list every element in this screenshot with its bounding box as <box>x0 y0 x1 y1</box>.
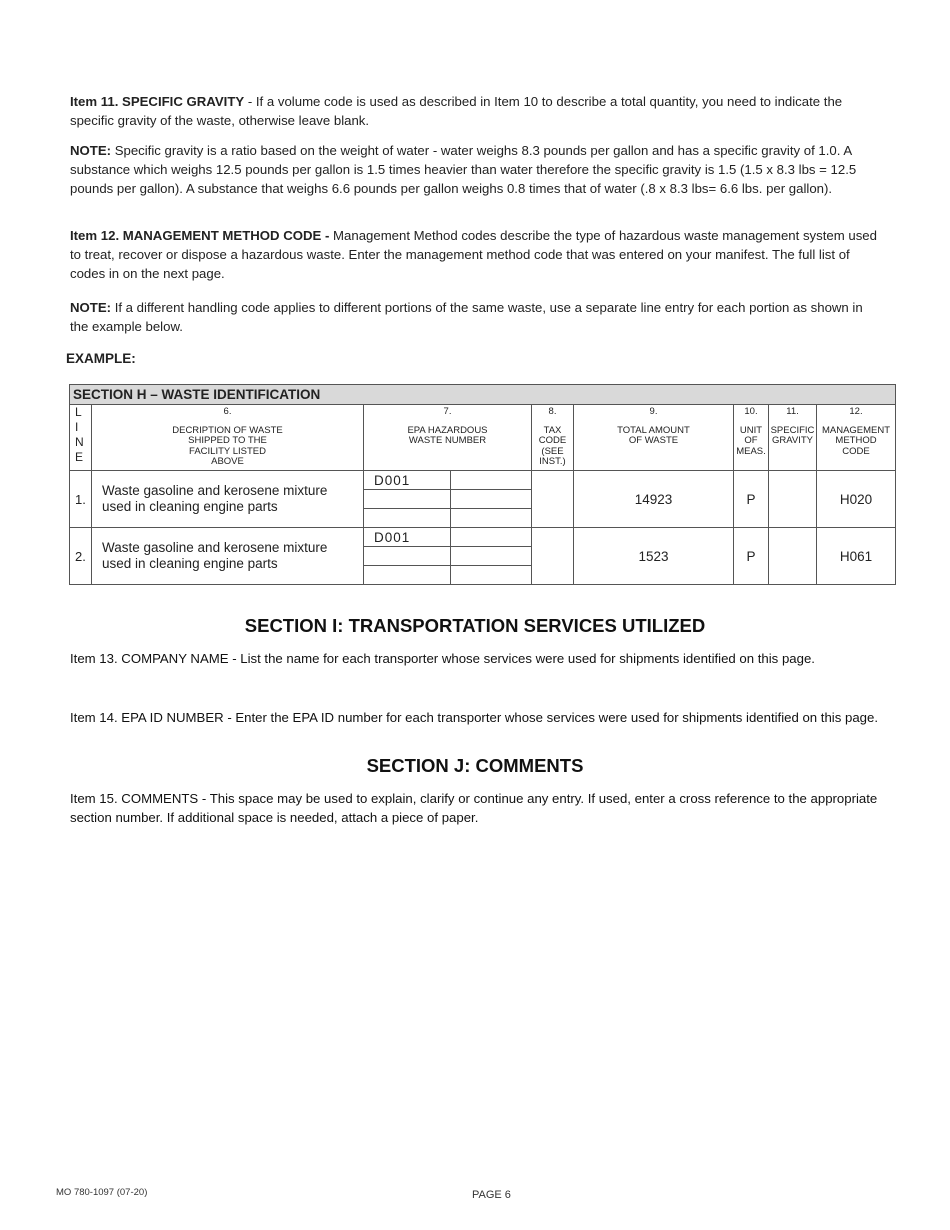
row-unit[interactable]: P <box>734 528 769 585</box>
col-12-num: 12. <box>849 406 863 417</box>
row-tax-code[interactable] <box>532 528 574 585</box>
row-total-amount[interactable]: 14923 <box>574 471 734 528</box>
line-letters: L I N E <box>75 405 84 464</box>
section-h-title: SECTION H – WASTE IDENTIFICATION <box>70 385 896 405</box>
epa-code-empty[interactable] <box>451 471 532 490</box>
row-description-text: Waste gasoline and kerosene mixture used in cleaning engine parts <box>102 483 328 514</box>
line-header <box>70 405 92 471</box>
note2-paragraph <box>70 298 882 336</box>
epa-code-empty[interactable] <box>451 490 532 509</box>
row-line-number: 1. <box>70 471 92 528</box>
note2-text: If a different handling code applies to different portions of the same waste, use a separate line entry for each portion as shown in the example below. <box>70 300 863 334</box>
row-line-number: 2. <box>70 528 92 585</box>
col-epa-header <box>364 405 532 471</box>
item13-paragraph: Item 13. COMPANY NAME - List the name for each transporter whose services were used for shipments identified on this page. <box>70 651 815 666</box>
form-id: MO 780-1097 (07-20) <box>56 1187 148 1198</box>
epa-code[interactable]: D001 <box>364 471 451 490</box>
col-10-label: UNIT OF MEAS. <box>736 424 766 457</box>
col-amount-header <box>574 405 734 471</box>
col-6-label: DECRIPTION OF WASTE SHIPPED TO THE FACILITY LISTED ABOVE <box>172 424 283 467</box>
table-row <box>70 471 896 528</box>
row-specific-gravity[interactable] <box>769 528 817 585</box>
item11-paragraph <box>70 92 882 130</box>
epa-code[interactable]: D001 <box>364 528 451 547</box>
table-row <box>70 528 896 585</box>
row-epa-numbers[interactable] <box>364 528 532 585</box>
item12-paragraph <box>70 226 882 283</box>
col-7-label: EPA HAZARDOUS WASTE NUMBER <box>407 424 488 446</box>
section-i-title: SECTION I: TRANSPORTATION SERVICES UTILIZED <box>244 615 706 636</box>
item12-heading: Item 12. MANAGEMENT METHOD CODE - <box>70 228 330 243</box>
col-11-num: 11. <box>786 406 799 417</box>
epa-code-empty[interactable] <box>364 547 451 566</box>
row-unit[interactable]: P <box>734 471 769 528</box>
col-8-label: TAX CODE (SEE INST.) <box>538 424 567 467</box>
item11-heading: Item 11. SPECIFIC GRAVITY <box>70 94 245 109</box>
col-9-num: 9. <box>649 406 658 417</box>
col-6-num: 6. <box>223 406 232 417</box>
row-description-text: Waste gasoline and kerosene mixture used in cleaning engine parts <box>102 540 328 571</box>
item15-paragraph: Item 15. COMMENTS - This space may be used to explain, clarify or continue any entry. If used, enter a cross reference to the appropriate section number. If additional space is needed, attach a piece of paper. <box>70 791 878 825</box>
row-total-amount[interactable]: 1523 <box>574 528 734 585</box>
item12-text: Management Method codes describe the type of hazardous waste management system used to treat, recover or dispose a hazardous waste. Enter the management method code that was entered on your manifest. The full list of codes in on the next page. <box>70 228 877 281</box>
note1-paragraph <box>70 141 882 198</box>
page-number: PAGE 6 <box>472 1189 511 1201</box>
col-12-label: MANAGEMENT METHOD CODE <box>821 424 891 457</box>
epa-code-empty[interactable] <box>451 509 532 528</box>
item11-text: - If a volume code is used as described in Item 10 to describe a total quantity, you need to indicate the specific gravity of the waste, otherwise leave blank. <box>70 94 843 128</box>
col-unit-header <box>734 405 769 471</box>
example-label: EXAMPLE: <box>66 351 136 366</box>
note1-label: NOTE: <box>70 143 112 158</box>
note1-text: Specific gravity is a ratio based on the weight of water - water weighs 8.3 pounds per gallon and has a specific gravity of 1.0. A substance which weighs 12.5 pounds per gallon is 1.5 times heavier than water therefore the specific gravity is 1.5 (1.5 x 8.3 lbs = 12.5 pounds per gallon). A substance that weighs 6.6 pounds per gallon weighs 0.8 times that of water (.8 x 8.3 lbs= 6.6 lbs. per gallon). <box>70 143 857 196</box>
epa-code-empty[interactable] <box>364 490 451 509</box>
col-11-label: SPECIFIC GRAVITY <box>770 424 815 446</box>
col-tax-header <box>532 405 574 471</box>
col-8-num: 8. <box>548 406 557 417</box>
row-epa-numbers[interactable] <box>364 471 532 528</box>
epa-code-empty[interactable] <box>451 566 532 585</box>
note2-label: NOTE: <box>70 300 112 315</box>
row-tax-code[interactable] <box>532 471 574 528</box>
row-specific-gravity[interactable] <box>769 471 817 528</box>
row-method-code[interactable]: H020 <box>817 471 896 528</box>
epa-code-empty[interactable] <box>451 528 532 547</box>
epa-code-empty[interactable] <box>364 509 451 528</box>
col-method-header <box>817 405 896 471</box>
epa-code-empty[interactable] <box>451 547 532 566</box>
epa-code-empty[interactable] <box>364 566 451 585</box>
item14-paragraph: Item 14. EPA ID NUMBER - Enter the EPA ID number for each transporter whose services were used for shipments identified on this page. <box>70 710 878 725</box>
row-description[interactable] <box>92 471 364 528</box>
row-method-code[interactable]: H061 <box>817 528 896 585</box>
col-gravity-header <box>769 405 817 471</box>
col-10-num: 10. <box>744 406 758 417</box>
col-9-label: TOTAL AMOUNT OF WASTE <box>617 424 690 446</box>
col-description-header <box>92 405 364 471</box>
waste-identification-table <box>69 384 895 585</box>
row-description[interactable] <box>92 528 364 585</box>
section-j-title: SECTION J: COMMENTS <box>366 755 584 776</box>
col-7-num: 7. <box>443 406 452 417</box>
